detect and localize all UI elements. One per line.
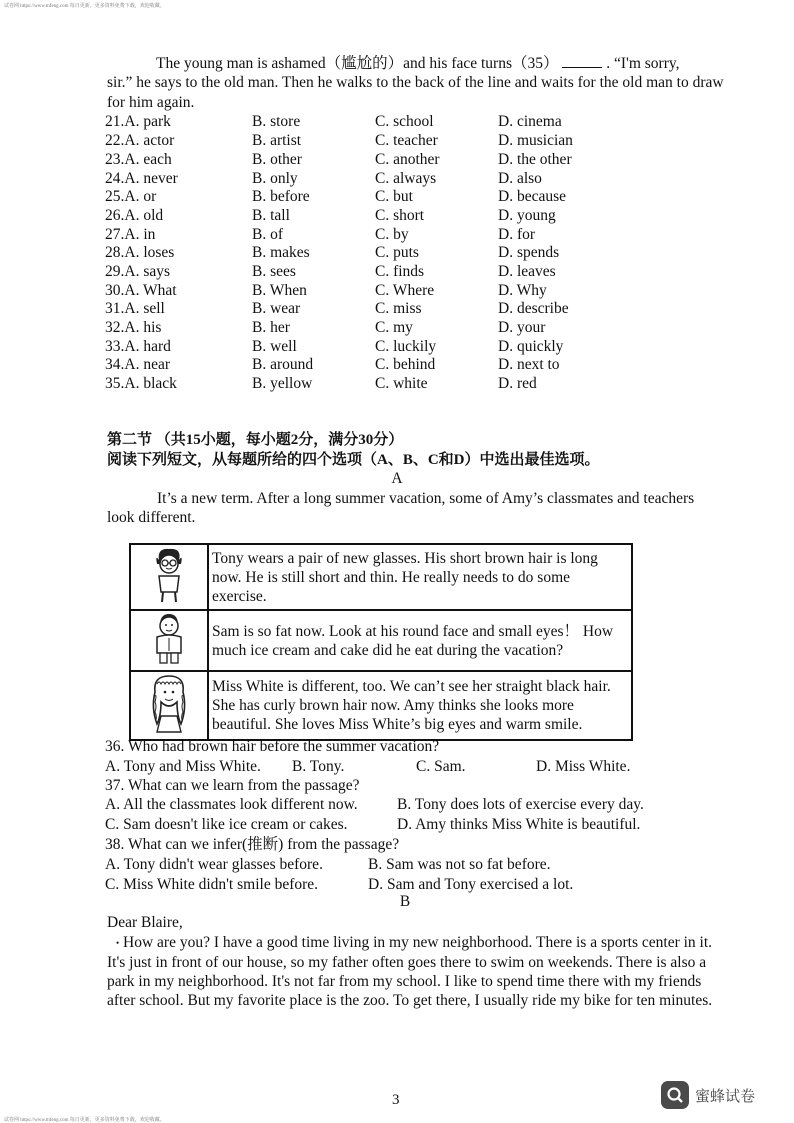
option-33-a: 33.A. hard xyxy=(105,338,171,355)
question-36-option-c: C. Sam. xyxy=(416,758,466,775)
option-28-a: 28.A. loses xyxy=(105,244,175,261)
option-32-a: 32.A. his xyxy=(105,319,162,336)
option-27-d: D. for xyxy=(498,226,536,243)
question-37-option-c: C. Sam doesn't like ice cream or cakes. xyxy=(105,816,348,833)
question-37-option-d: D. Amy thinks Miss White is beautiful. xyxy=(397,816,641,833)
boy-with-glasses-icon xyxy=(149,546,189,604)
option-25-c: C. but xyxy=(375,188,413,205)
watermark-logo xyxy=(661,1081,755,1109)
letter-line-4: after school. But my favorite place is the zoo. To get there, I usually ride my bike for ten minutes. xyxy=(107,992,713,1009)
option-30-d: D. Why xyxy=(498,282,547,299)
table-row xyxy=(130,610,632,671)
answer-blank xyxy=(562,53,602,68)
question-38-stem: 38. What can we infer(推断) from the passage? xyxy=(105,836,400,853)
description-table xyxy=(129,543,633,741)
option-26-d: D. young xyxy=(498,207,556,224)
table-row xyxy=(130,671,632,740)
option-31-d: D. describe xyxy=(498,300,569,317)
page-number: 3 xyxy=(392,1092,400,1108)
option-28-c: C. puts xyxy=(375,244,419,261)
option-24-c: C. always xyxy=(375,170,437,187)
intro-line-1 xyxy=(156,53,680,73)
passage-b-letter: B xyxy=(399,893,411,910)
miss-white-description: Miss White is different, too. We can’t see her straight black hair. She has curly brown hair now. Amy thinks she looks more beautiful. She loves Miss White’s big eyes and warm smile. xyxy=(208,671,632,740)
question-36-option-a: A. Tony and Miss White. xyxy=(105,758,261,775)
option-24-a: 24.A. never xyxy=(105,170,178,187)
option-29-d: D. leaves xyxy=(498,263,556,280)
letter-greeting: Dear Blaire, xyxy=(107,914,183,931)
option-21-b: B. store xyxy=(252,113,301,130)
option-26-b: B. tall xyxy=(252,207,290,224)
option-32-d: D. your xyxy=(498,319,546,336)
header-note: 试卷网 https://www.mfeng.com 每日更新，更多资料免费下载，欢迎收藏。 xyxy=(4,4,165,9)
question-38-option-b: B. Sam was not so fat before. xyxy=(368,856,551,873)
question-38-option-c: C. Miss White didn't smile before. xyxy=(105,876,319,893)
option-23-d: D. the other xyxy=(498,151,572,168)
option-34-b: B. around xyxy=(252,356,314,373)
option-21-d: D. cinema xyxy=(498,113,562,130)
option-32-b: B. her xyxy=(252,319,290,336)
question-37-option-a: A. All the classmates look different now. xyxy=(105,796,358,813)
bee-logo-icon xyxy=(661,1081,689,1109)
option-27-a: 27.A. in xyxy=(105,226,156,243)
option-25-a: 25.A. or xyxy=(105,188,157,205)
option-23-b: B. other xyxy=(252,151,302,168)
option-35-b: B. yellow xyxy=(252,375,313,392)
tony-description: Tony wears a pair of new glasses. His short brown hair is long now. He is still short and thin. He really needs to do some exercise. xyxy=(208,544,632,610)
letter-line-1-text: How are you? I have a good time living in my new neighborhood. There is a sports center in it. xyxy=(123,934,713,951)
section-instruction: 阅读下列短文，从每题所给的四个选项（A、B、C和D）中选出最佳选项。 xyxy=(107,452,600,468)
option-26-a: 26.A. old xyxy=(105,207,164,224)
option-21-c: C. school xyxy=(375,113,434,130)
passage-a-intro-2: look different. xyxy=(107,509,196,526)
option-23-a: 23.A. each xyxy=(105,151,172,168)
option-24-b: B. only xyxy=(252,170,298,187)
section-title: 第二节 （共15小题，每小题2分，满分30分） xyxy=(107,432,404,448)
option-21-a: 21.A. park xyxy=(105,113,171,130)
option-22-c: C. teacher xyxy=(375,132,438,149)
question-38-option-d: D. Sam and Tony exercised a lot. xyxy=(368,876,574,893)
option-22-d: D. musician xyxy=(498,132,573,149)
letter-line-3: park in my neighborhood. It's not far from my school. I like to spend time there with my friends xyxy=(107,973,702,990)
option-35-c: C. white xyxy=(375,375,428,392)
option-30-c: C. Where xyxy=(375,282,435,299)
picture-cell xyxy=(130,544,208,610)
question-36-option-d: D. Miss White. xyxy=(536,758,631,775)
question-38-option-a: A. Tony didn't wear glasses before. xyxy=(105,856,323,873)
option-34-d: D. next to xyxy=(498,356,560,373)
option-30-a: 30.A. What xyxy=(105,282,177,299)
picture-cell xyxy=(130,610,208,671)
option-27-b: B. of xyxy=(252,226,283,243)
option-35-d: D. red xyxy=(498,375,537,392)
table-row xyxy=(130,544,632,610)
option-33-c: C. luckily xyxy=(375,338,437,355)
intro-line-3: for him again. xyxy=(107,94,195,111)
intro-line-2: sir.” he says to the old man. Then he walks to the back of the line and waits for the old man to draw xyxy=(107,74,724,91)
option-29-a: 29.A. says xyxy=(105,263,171,280)
option-25-b: B. before xyxy=(252,188,310,205)
bullet-mark: • xyxy=(116,937,120,948)
intro-line-1-b: . “I'm sorry, xyxy=(606,55,680,72)
letter-line-1 xyxy=(116,933,712,953)
option-29-c: C. finds xyxy=(375,263,425,280)
sam-description: Sam is so fat now. Look at his round face and small eyes！ How much ice cream and cake did he eat during the vacation? xyxy=(208,610,632,671)
letter-line-2: It's just in front of our house, so my father often goes there to swim on weekends. There is also a xyxy=(107,954,707,971)
option-28-d: D. spends xyxy=(498,244,560,261)
option-26-c: C. short xyxy=(375,207,425,224)
option-33-d: D. quickly xyxy=(498,338,564,355)
question-37-option-b: B. Tony does lots of exercise every day. xyxy=(397,796,644,813)
option-33-b: B. well xyxy=(252,338,297,355)
option-22-a: 22.A. actor xyxy=(105,132,175,149)
option-31-c: C. miss xyxy=(375,300,422,317)
option-27-c: C. by xyxy=(375,226,409,243)
option-28-b: B. makes xyxy=(252,244,310,261)
watermark-text: 蜜蜂试卷 xyxy=(695,1086,756,1105)
passage-a-intro-1: It’s a new term. After a long summer vacation, some of Amy’s classmates and teachers xyxy=(157,490,695,507)
option-24-d: D. also xyxy=(498,170,542,187)
woman-curly-hair-icon xyxy=(147,672,191,734)
option-31-a: 31.A. sell xyxy=(105,300,165,317)
option-34-a: 34.A. near xyxy=(105,356,170,373)
question-36-stem: 36. Who had brown hair before the summer vacation? xyxy=(105,738,440,755)
question-37-stem: 37. What can we learn from the passage? xyxy=(105,777,360,794)
option-29-b: B. sees xyxy=(252,263,296,280)
option-31-b: B. wear xyxy=(252,300,301,317)
option-32-c: C. my xyxy=(375,319,413,336)
intro-line-1-a: The young man is ashamed（尴尬的）and his face turns（35） xyxy=(156,55,559,72)
chubby-boy-icon xyxy=(149,611,189,665)
option-34-c: C. behind xyxy=(375,356,436,373)
footer-note: 试卷网 https://www.mfeng.com 每日更新，更多资料免费下载，欢迎收藏。 xyxy=(4,1118,165,1123)
option-30-b: B. When xyxy=(252,282,307,299)
picture-cell xyxy=(130,671,208,740)
passage-a-letter: A xyxy=(391,470,403,487)
option-22-b: B. artist xyxy=(252,132,302,149)
option-23-c: C. another xyxy=(375,151,440,168)
question-36-option-b: B. Tony. xyxy=(292,758,345,775)
option-25-d: D. because xyxy=(498,188,566,205)
option-35-a: 35.A. black xyxy=(105,375,177,392)
